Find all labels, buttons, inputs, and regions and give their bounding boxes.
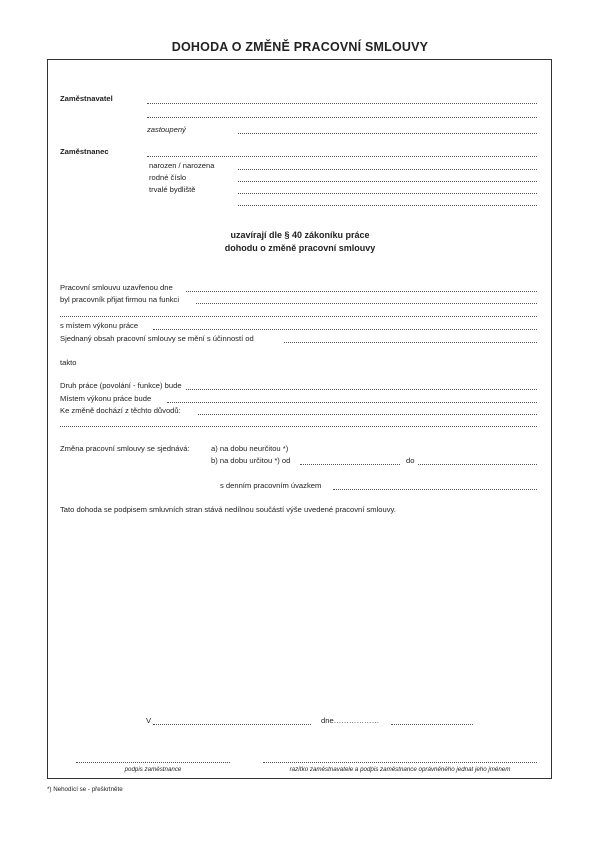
duration-from-line[interactable] <box>300 464 400 465</box>
agreement-heading-2: dohodu o změně pracovní smlouvy <box>224 243 376 253</box>
residence-line-1[interactable] <box>238 193 537 194</box>
residence-label: trvalé bydliště <box>149 185 196 194</box>
work-type-line[interactable] <box>186 389 537 390</box>
daily-hours-label: s denním pracovním úvazkem <box>220 481 322 490</box>
changed-from-label: Sjednaný obsah pracovní smlouvy se mění s účinností od <box>60 334 254 343</box>
birth-number-label: rodné číslo <box>149 173 187 182</box>
workplace-line[interactable] <box>153 329 537 330</box>
work-type-label: Druh práce (povolání - funkce) bude <box>60 381 182 390</box>
employee-signature-label: podpis zaměstnance <box>124 766 182 773</box>
reasons-label: Ke změně dochází z těchto důvodů: <box>60 406 181 415</box>
residence-line-2[interactable] <box>238 205 537 206</box>
document-title: DOHODA O ZMĚNĚ PRACOVNÍ SMLOUVY <box>171 40 429 54</box>
represented-line[interactable] <box>238 133 537 134</box>
date-line[interactable] <box>391 724 473 725</box>
form-frame <box>47 59 552 779</box>
employee-signature-line[interactable] <box>76 762 230 763</box>
employer-label: Zaměstnavatel <box>60 94 113 103</box>
duration-to-label: do <box>406 456 415 465</box>
employee-label: Zaměstnanec <box>60 147 109 156</box>
employer-signature-label: razítko zaměstnavatele a podpis zaměstnance oprávněného jednat jeho jménem <box>289 766 511 773</box>
birth-number-line[interactable] <box>238 181 537 182</box>
work-place-label: Místem výkonu práce bude <box>60 394 152 403</box>
duration-option-b: b) na dobu určitou *) od <box>211 456 291 465</box>
employee-name-line[interactable] <box>147 156 537 157</box>
place-prefix: V <box>146 716 152 725</box>
employer-line-2[interactable] <box>147 117 537 118</box>
born-label: narozen / narozena <box>149 161 215 170</box>
employee-hired-line-2[interactable] <box>60 316 537 317</box>
employer-line-1[interactable] <box>147 103 537 104</box>
daily-hours-line[interactable] <box>333 489 537 490</box>
changed-from-line[interactable] <box>284 342 537 343</box>
employee-hired-label: byl pracovník přijat firmou na funkci <box>60 295 180 304</box>
date-prefix: dne……………… <box>321 716 380 725</box>
duration-option-a: a) na dobu neurčitou *) <box>211 444 289 453</box>
contract-concluded-label: Pracovní smlouvu uzavřenou dne <box>60 283 173 292</box>
work-place-line[interactable] <box>167 402 537 403</box>
place-line[interactable] <box>153 724 311 725</box>
reasons-line-1[interactable] <box>198 414 537 415</box>
contract-concluded-line[interactable] <box>186 291 537 292</box>
workplace-label: s místem výkonu práce <box>60 321 139 330</box>
footnote: *) Nehodící se - přeškrtněte <box>47 786 123 793</box>
agreement-heading-1: uzavírají dle § 40 zákoníku práce <box>230 230 370 240</box>
takto-label: takto <box>60 358 77 367</box>
employer-signature-line[interactable] <box>263 762 537 763</box>
duration-to-line[interactable] <box>418 464 537 465</box>
represented-label: zastoupený <box>147 125 186 134</box>
reasons-line-2[interactable] <box>60 426 537 427</box>
duration-label: Změna pracovní smlouvy se sjednává: <box>60 444 190 453</box>
statement-text: Tato dohoda se podpisem smluvních stran stává nedílnou součástí výše uvedené pracovní smlouvy. <box>60 505 396 514</box>
born-line[interactable] <box>238 169 537 170</box>
employee-hired-line[interactable] <box>196 303 537 304</box>
